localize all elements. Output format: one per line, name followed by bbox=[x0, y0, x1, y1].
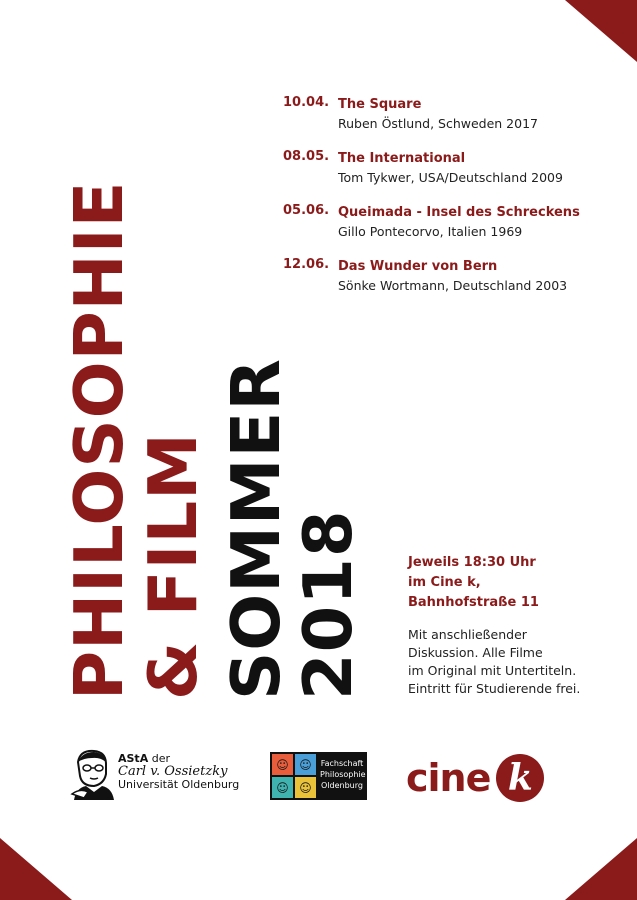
face-tile-icon: ☺ bbox=[295, 754, 316, 775]
asta-der: der bbox=[148, 752, 170, 765]
title-sommer: SOMMER bbox=[217, 358, 295, 700]
description-line: Eintritt für Studierende frei. bbox=[408, 681, 581, 696]
cine-k-circle-icon: k bbox=[496, 754, 544, 802]
corner-decoration-top-right bbox=[565, 0, 637, 62]
asta-signature: Carl v. Ossietzky bbox=[118, 764, 228, 779]
asta-name: AStA bbox=[118, 752, 149, 765]
fachschaft-line: Oldenburg bbox=[321, 781, 363, 790]
venue-address: Bahnhofstraße 11 bbox=[408, 595, 539, 610]
description-line: Diskussion. Alle Filme bbox=[408, 645, 543, 660]
film-title: The Square bbox=[338, 97, 422, 112]
event-description bbox=[408, 626, 580, 698]
film-date: 10.04. bbox=[283, 95, 330, 110]
film-entry bbox=[283, 203, 623, 241]
film-date: 08.05. bbox=[283, 149, 330, 164]
title-and-film: & FILM bbox=[134, 432, 212, 700]
film-entry bbox=[283, 257, 623, 295]
film-meta: Ruben Östlund, Schweden 2017 bbox=[338, 116, 538, 131]
description-line: im Original mit Untertiteln. bbox=[408, 663, 577, 678]
film-title: Das Wunder von Bern bbox=[338, 259, 498, 274]
film-meta: Sönke Wortmann, Deutschland 2003 bbox=[338, 278, 568, 293]
portrait-icon bbox=[70, 748, 114, 800]
film-entry bbox=[283, 95, 623, 133]
fachschaft-line: Philosophie bbox=[320, 770, 366, 779]
film-title: The International bbox=[338, 151, 466, 166]
asta-university: Universität Oldenburg bbox=[118, 778, 240, 791]
film-meta: Gillo Pontecorvo, Italien 1969 bbox=[338, 224, 523, 239]
corner-decoration-bottom-right bbox=[565, 838, 637, 900]
corner-decoration-bottom-left bbox=[0, 838, 72, 900]
cine-word: cine bbox=[406, 756, 491, 800]
film-entry bbox=[283, 149, 623, 187]
face-tile-icon: ☺ bbox=[272, 777, 293, 798]
asta-logo bbox=[70, 748, 240, 800]
film-date: 05.06. bbox=[283, 203, 330, 218]
venue-time: Jeweils 18:30 Uhr bbox=[408, 555, 536, 570]
description-line: Mit anschließender bbox=[408, 627, 527, 642]
film-date: 12.06. bbox=[283, 257, 330, 272]
face-tile-icon: ☺ bbox=[272, 754, 293, 775]
venue-place: im Cine k, bbox=[408, 575, 481, 590]
title-year: 2018 bbox=[289, 509, 367, 700]
film-title: Queimada - Insel des Schreckens bbox=[338, 205, 580, 220]
title-philosophie: PHILOSOPHIE bbox=[60, 180, 138, 700]
film-schedule bbox=[283, 95, 623, 311]
fachschaft-line: Fachschaft bbox=[320, 759, 364, 768]
cine-k-logo bbox=[406, 752, 544, 804]
fachschaft-logo bbox=[270, 752, 367, 800]
face-tile-icon: ☺ bbox=[295, 777, 316, 798]
venue-info bbox=[408, 553, 539, 613]
film-meta: Tom Tykwer, USA/Deutschland 2009 bbox=[338, 170, 563, 185]
